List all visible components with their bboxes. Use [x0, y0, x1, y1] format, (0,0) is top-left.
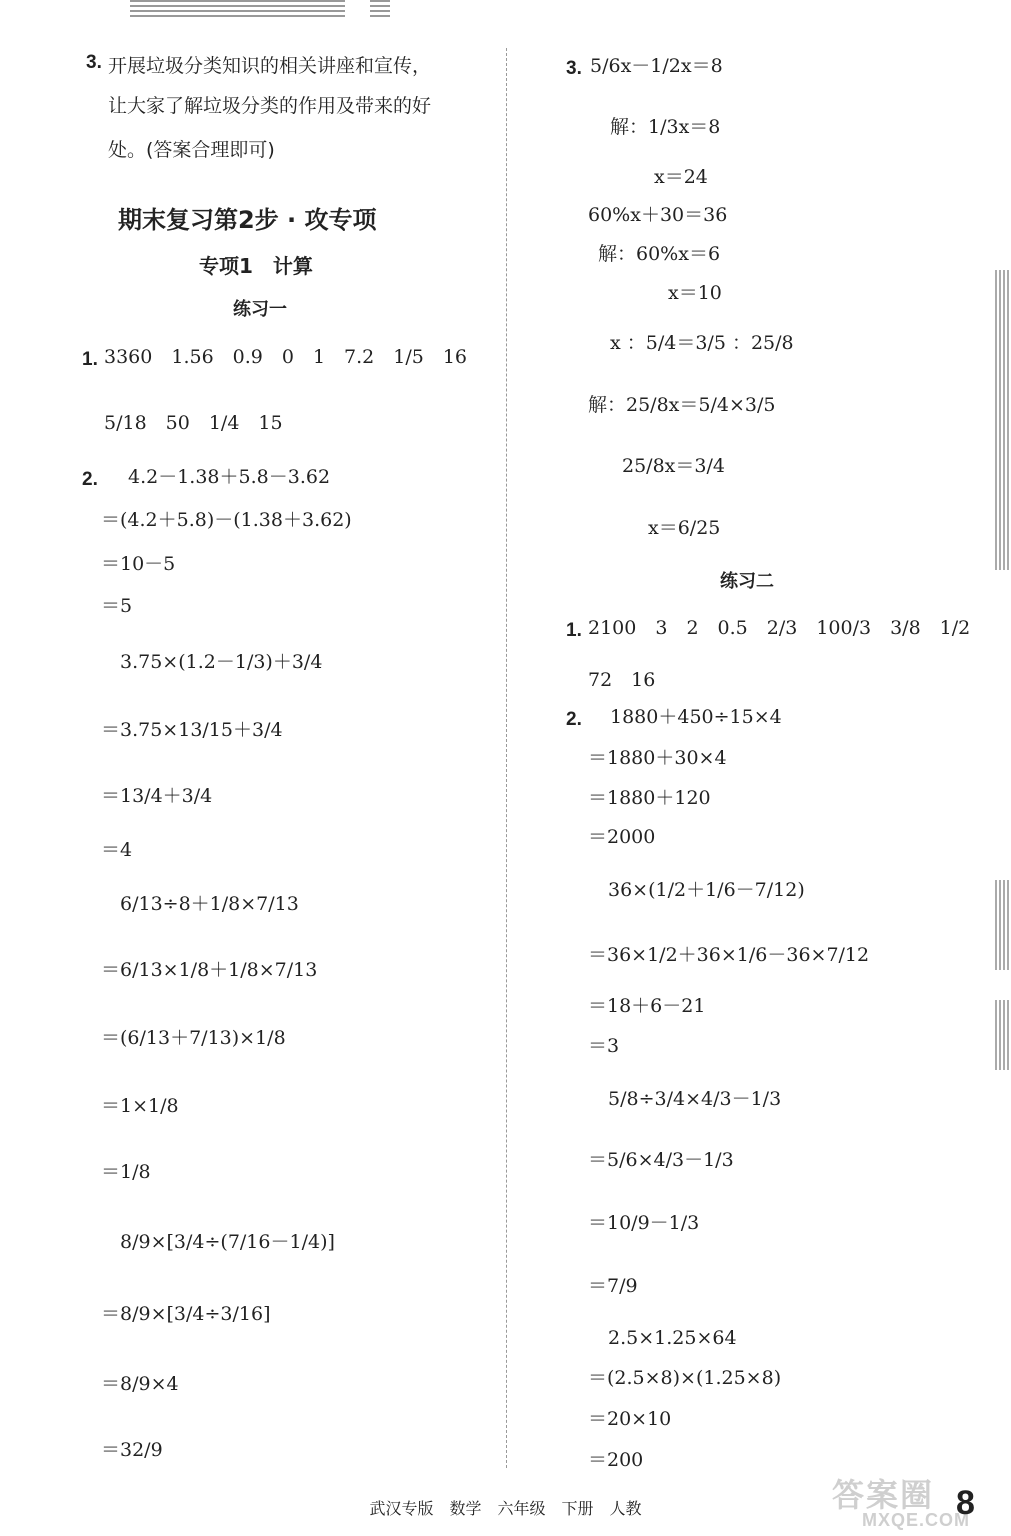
equation-line: 解：1/3x＝8 — [610, 116, 721, 138]
equation-line: x＝6/25 — [648, 517, 721, 539]
binding-decoration — [995, 270, 1009, 570]
top-decoration — [130, 0, 345, 18]
watermark-url: MXQE.COM — [862, 1510, 971, 1530]
question-number: 1. — [82, 349, 98, 370]
equation-line: x ：5/4＝3/5 ：25/8 — [610, 332, 794, 354]
calc-line: ＝10－5 — [101, 553, 176, 575]
calc-line: ＝10/9－1/3 — [588, 1212, 700, 1234]
binding-decoration — [995, 880, 1009, 970]
equation-line: 25/8x＝3/4 — [622, 455, 725, 477]
calc-line: ＝6/13×1/8＋1/8×7/13 — [101, 959, 318, 981]
watermark — [832, 1470, 971, 1530]
calc-line: ＝36×1/2＋36×1/6－36×7/12 — [588, 944, 870, 966]
calc-line: 3.75×(1.2－1/3)＋3/4 — [120, 651, 323, 673]
calc-line: ＝(2.5×8)×(1.25×8) — [588, 1367, 782, 1389]
answer-text-line: 处。(答案合理即可) — [108, 139, 275, 161]
calc-line: ＝3.75×13/15＋3/4 — [101, 719, 283, 741]
calc-line: 4.2－1.38＋5.8－3.62 — [128, 466, 331, 488]
column-divider — [506, 48, 507, 1468]
equation-line: 60%x＋30＝36 — [588, 204, 728, 226]
calc-line: ＝18＋6－21 — [588, 995, 706, 1017]
equation-line: 解：60%x＝6 — [598, 243, 721, 265]
practice-title: 练习二 — [720, 571, 774, 592]
calc-line: ＝200 — [588, 1449, 644, 1471]
calc-line: 5/8÷3/4×4/3－1/3 — [608, 1088, 782, 1110]
calc-line: ＝1880＋120 — [588, 787, 711, 809]
answer-row: 2100 3 2 0.5 2/3 100/3 3/8 1/2 — [588, 617, 971, 639]
equation-line: 5/6x－1/2x＝8 — [590, 55, 723, 77]
question-number: 3. — [566, 58, 582, 79]
calc-line: 36×(1/2＋1/6－7/12) — [608, 879, 805, 901]
calc-line: ＝1/8 — [101, 1161, 151, 1183]
calc-line: 8/9×[3/4÷(7/16－1/4)] — [120, 1231, 335, 1253]
equation-line: 解：25/8x＝5/4×3/5 — [588, 394, 776, 416]
topic-title: 专项1 计算 — [199, 254, 313, 278]
calc-line: ＝5 — [101, 595, 133, 617]
calc-line: 2.5×1.25×64 — [608, 1327, 737, 1349]
page-number: 8 — [956, 1484, 975, 1522]
binding-decoration — [995, 1000, 1009, 1070]
question-number: 3. — [86, 52, 102, 73]
top-decoration-small — [370, 0, 390, 18]
calc-line: ＝13/4＋3/4 — [101, 785, 213, 807]
question-number: 2. — [82, 469, 98, 490]
calc-line: ＝8/9×4 — [101, 1373, 179, 1395]
equation-line: x＝10 — [668, 282, 722, 304]
answer-row: 5/18 50 1/4 15 — [104, 412, 283, 434]
calc-line: ＝2000 — [588, 826, 656, 848]
calc-line: ＝(6/13＋7/13)×1/8 — [101, 1027, 286, 1049]
calc-line: 6/13÷8＋1/8×7/13 — [120, 893, 299, 915]
answer-row: 3360 1.56 0.9 0 1 7.2 1/5 16 — [104, 346, 468, 368]
calc-line: ＝8/9×[3/4÷3/16] — [101, 1303, 271, 1325]
question-number: 1. — [566, 620, 582, 641]
page-footer: 武汉专版 数学 六年级 下册 人教 — [369, 1499, 642, 1518]
calc-line: 1880＋450÷15×4 — [610, 706, 782, 728]
calc-line: ＝(4.2＋5.8)－(1.38＋3.62) — [101, 509, 352, 531]
question-number: 2. — [566, 709, 582, 730]
calc-line: ＝4 — [101, 839, 133, 861]
calc-line: ＝1×1/8 — [101, 1095, 179, 1117]
answer-text-line: 开展垃圾分类知识的相关讲座和宣传， — [108, 55, 432, 77]
equation-line: x＝24 — [654, 166, 708, 188]
section-title: 期末复习第2步 · 攻专项 — [118, 206, 377, 234]
calc-line: ＝20×10 — [588, 1408, 672, 1430]
calc-line: ＝1880＋30×4 — [588, 747, 727, 769]
calc-line: ＝7/9 — [588, 1275, 638, 1297]
answer-row: 72 16 — [588, 669, 656, 691]
answer-text-line: 让大家了解垃圾分类的作用及带来的好 — [108, 95, 432, 117]
calc-line: ＝5/6×4/3－1/3 — [588, 1149, 734, 1171]
calc-line: ＝32/9 — [101, 1439, 163, 1461]
calc-line: ＝3 — [588, 1035, 620, 1057]
watermark-logo-text: 答案圈 — [832, 1477, 935, 1513]
practice-title: 练习一 — [233, 299, 287, 320]
